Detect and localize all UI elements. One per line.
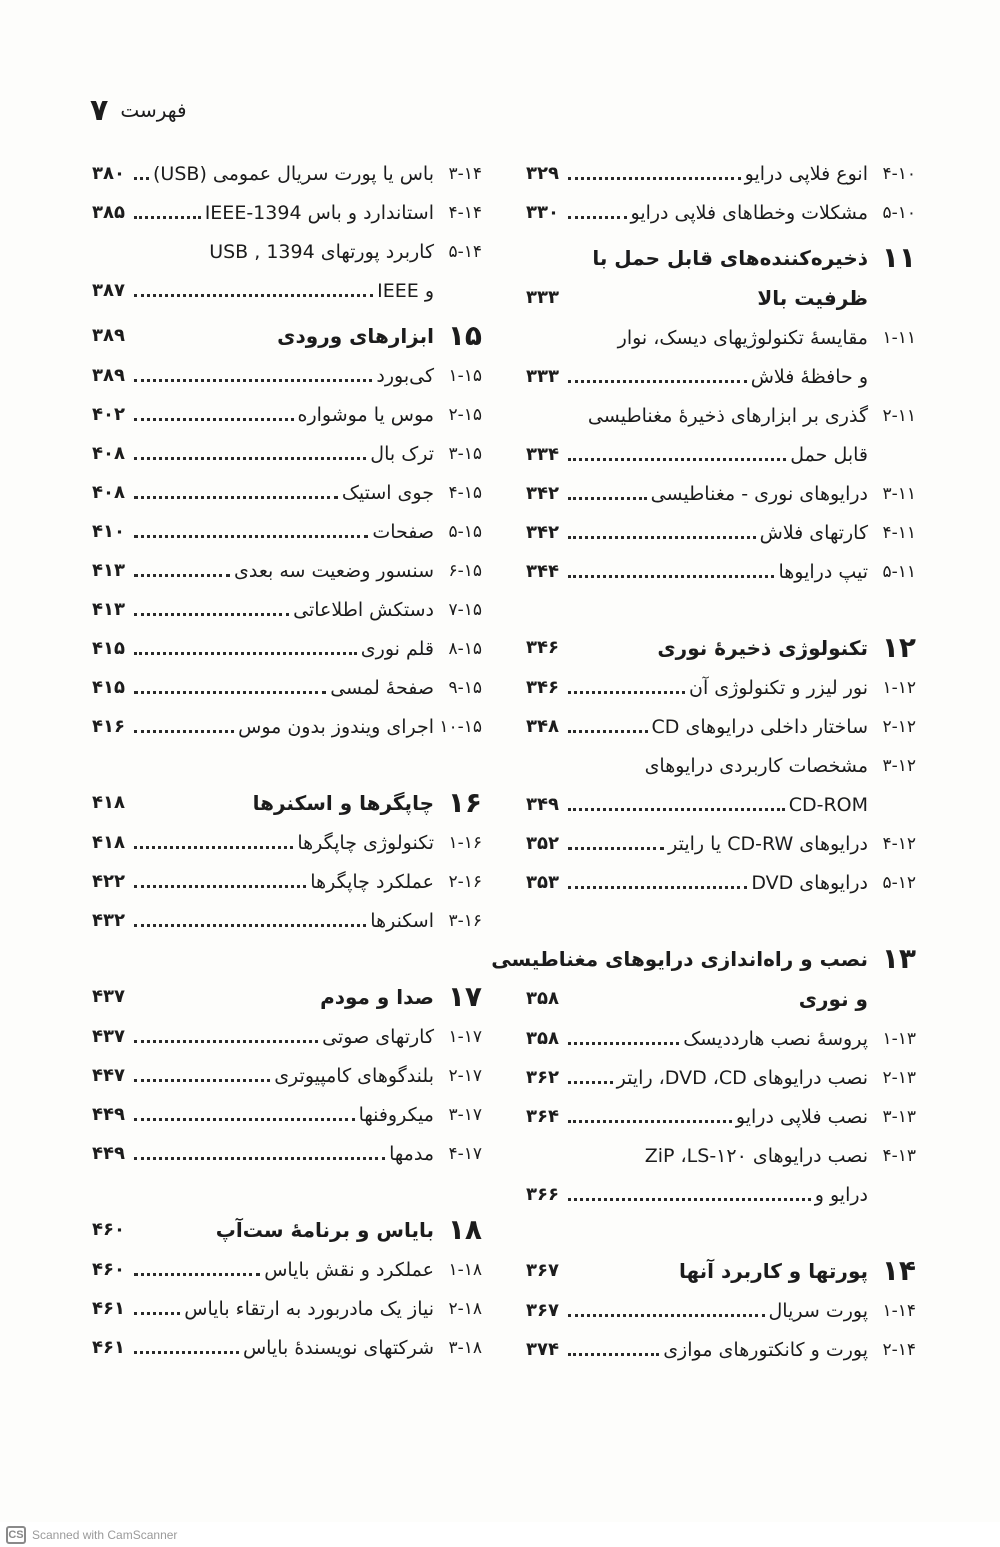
section-title: صفحهٔ لمسی (330, 676, 434, 699)
section-title: گذری بر ابزارهای ذخیرهٔ مغناطیسی (587, 404, 868, 427)
section-number: ۳-۱۶ (448, 910, 482, 931)
section-page-number: ۳۸۰ (92, 162, 125, 184)
section-number: ۱۰-۱۵ (439, 716, 482, 737)
section-page-number: ۴۱۳ (92, 598, 125, 620)
leader-dots (568, 487, 647, 500)
section-number: ۳-۱۷ (448, 1104, 482, 1125)
toc-entry (92, 512, 482, 551)
toc-entry (92, 901, 482, 940)
leader-dots (134, 914, 366, 927)
section-title: قلم نوری (360, 637, 434, 660)
section-title: نور لیزر و تکنولوژی آن (688, 676, 868, 699)
section-page-number: ۳۳۳ (526, 365, 559, 387)
section-page-number: ۳۶۶ (526, 1183, 559, 1205)
section-title: مشکلات وخطاهای فلاپی درایو (630, 201, 868, 224)
section-number: ۵-۱۱ (882, 561, 916, 582)
section-number: ۶-۱۵ (448, 560, 482, 581)
toc-entry (92, 668, 482, 707)
page-title: فهرست (120, 98, 187, 122)
chapter-page-number: ۳۶۷ (526, 1260, 559, 1281)
section-page-number: ۳۴۶ (526, 676, 559, 698)
section-number: ۴-۱۵ (448, 482, 482, 503)
section-title: تیپ درایوها (778, 560, 868, 583)
section-page-number: ۳۶۷ (526, 1299, 559, 1321)
leader-dots (134, 486, 338, 499)
leader-dots (568, 370, 747, 383)
chapter-title: چاپگرها و اسکنرها (252, 791, 434, 815)
section-gap (526, 902, 916, 939)
section-title: نصب فلاپی درایو (735, 1105, 868, 1128)
section-page-number: ۴۳۲ (92, 909, 125, 931)
chapter-number: ۱۷ (447, 980, 482, 1013)
section-number: ۳-۱۳ (882, 1106, 916, 1127)
leader-dots (134, 206, 201, 219)
scanner-watermark (0, 1522, 1000, 1547)
section-page-number: ۳۴۹ (526, 793, 559, 815)
toc-entry (92, 590, 482, 629)
leader-dots (568, 1151, 641, 1161)
section-title: مقایسهٔ تکنولوژیهای دیسک، نوار (617, 326, 868, 349)
chapter-title: تکنولوژی ذخیرهٔ نوری (657, 636, 868, 660)
section-title: پورت و کانکتورهای موازی (663, 1338, 868, 1361)
chapter-heading (526, 238, 916, 278)
section-number: ۱-۱۵ (448, 365, 482, 386)
section-title: انوع فلاپی درایو (744, 162, 868, 185)
leader-dots (134, 408, 294, 421)
leader-dots (568, 681, 685, 694)
leader-dots (134, 167, 149, 180)
section-title: کی‌بورد (376, 364, 434, 387)
chapter-number: ۱۱ (881, 241, 916, 274)
section-number: ۳-۱۲ (882, 755, 916, 776)
section-page-number: ۳۲۹ (526, 162, 559, 184)
toc-entry (526, 1136, 916, 1175)
section-title: قابل حمل (790, 443, 868, 466)
section-title: ترک بال (370, 442, 434, 465)
toc-entry (92, 356, 482, 395)
chapter-page-number: ۳۴۶ (526, 637, 559, 658)
leader-dots (134, 603, 289, 616)
section-title: مشخصات کاربردی درایوهای (644, 754, 868, 777)
chapter-title: بایاس و برنامهٔ ست‌آپ (215, 1218, 434, 1242)
toc-column-right (491, 154, 916, 1369)
toc-entry (526, 552, 916, 591)
section-page-number: ۴۶۰ (92, 1258, 125, 1280)
chapter-heading (92, 783, 482, 823)
toc-entry (92, 1250, 482, 1289)
toc-entry (92, 1289, 482, 1328)
chapter-title: پورتها و کاربرد آنها (678, 1259, 868, 1283)
leader-dots (568, 526, 756, 539)
toc-entry (526, 1019, 916, 1058)
leader-dots (134, 875, 306, 888)
section-title: مدمها (389, 1142, 434, 1165)
toc-entry (92, 1134, 482, 1173)
section-page-number: ۳۸۷ (92, 279, 125, 301)
section-title: CD-ROM (788, 793, 868, 816)
section-title: عملکرد چاپگرها (310, 870, 434, 893)
section-title: صفحات (372, 520, 434, 543)
chapter-heading (526, 278, 916, 318)
section-title: استاندارد و باس IEEE-1394 (204, 201, 434, 224)
toc-entry (92, 1056, 482, 1095)
section-number: ۱-۱۷ (448, 1026, 482, 1047)
section-gap (92, 940, 482, 977)
leader-dots (568, 720, 648, 733)
leader-dots (134, 1030, 318, 1043)
chapter-heading (526, 1251, 916, 1291)
leader-dots (134, 1069, 270, 1082)
chapter-page-number: ۴۱۸ (92, 792, 125, 813)
section-title: میکروفنها (358, 1103, 434, 1126)
chapter-number: ۱۴ (881, 1254, 916, 1287)
chapter-title: صدا و مودم (320, 985, 434, 1009)
section-title: شرکتهای نویسندهٔ بایاس (242, 1336, 434, 1359)
section-title: اسکنرها (370, 909, 434, 932)
section-page-number: ۴۱۰ (92, 520, 125, 542)
section-number: ۴-۱۱ (882, 522, 916, 543)
section-page-number: ۴۰۲ (92, 403, 125, 425)
toc-entry (92, 232, 482, 271)
toc-column-left (92, 154, 482, 1367)
leader-dots (568, 837, 664, 850)
section-number: ۴-۱۲ (882, 833, 916, 854)
chapter-heading (491, 939, 916, 979)
section-title: نیاز یک مادربورد به ارتقاء بایاس (184, 1297, 434, 1320)
section-gap (92, 746, 482, 783)
section-title: جوی استیک (341, 481, 434, 504)
section-title: و حافظهٔ فلاش (750, 365, 868, 388)
leader-dots (568, 206, 627, 219)
leader-dots (134, 1302, 180, 1315)
chapter-heading (526, 628, 916, 668)
chapter-number: ۱۳ (881, 942, 916, 975)
section-title: کاربرد پورتهای USB , 1394 (209, 240, 434, 263)
leader-dots (568, 876, 747, 889)
section-number: ۴-۱۳ (882, 1145, 916, 1166)
section-page-number: ۳۷۴ (526, 1338, 559, 1360)
toc-entry (526, 1291, 916, 1330)
section-number: ۳-۱۸ (448, 1337, 482, 1358)
section-title: موس یا موشواره (297, 403, 434, 426)
chapter-page-number: ۴۶۰ (92, 1219, 125, 1240)
section-number: ۲-۱۵ (448, 404, 482, 425)
chapter-heading (92, 977, 482, 1017)
section-title: کارتهای فلاش (759, 521, 868, 544)
leader-dots (134, 681, 326, 694)
section-title: نصب درایوهای DVD ،CD، رایتر (616, 1066, 868, 1089)
toc-entry (526, 513, 916, 552)
section-page-number: ۴۱۳ (92, 559, 125, 581)
leader-dots (568, 167, 741, 180)
section-page-number: ۳۵۲ (526, 832, 559, 854)
leader-dots (568, 1304, 765, 1317)
section-title: پروسهٔ نصب هارددیسک (683, 1027, 868, 1050)
leader-dots (134, 720, 234, 733)
toc-entry (92, 629, 482, 668)
chapter-page-number: ۳۳۳ (526, 287, 559, 308)
toc-entry (92, 434, 482, 473)
section-number: ۲-۱۴ (882, 1339, 916, 1360)
toc-entry (92, 862, 482, 901)
leader-dots (568, 1188, 811, 1201)
section-page-number: ۳۳۴ (526, 443, 559, 465)
section-number: ۲-۱۲ (882, 716, 916, 737)
section-title: پورت سریال (768, 1299, 868, 1322)
section-title: عملکرد و نقش بایاس (264, 1258, 434, 1281)
section-page-number: ۳۴۲ (526, 482, 559, 504)
section-title: درایوهای نوری - مغناطیسی (650, 482, 868, 505)
leader-dots (568, 761, 641, 771)
leader-dots (568, 1071, 613, 1084)
chapter-title: ظرفیت بالا (757, 286, 868, 310)
chapter-number: ۱۸ (447, 1213, 482, 1246)
section-page-number: ۳۴۸ (526, 715, 559, 737)
chapter-title: نصب و راه‌اندازی درایوهای مغناطیسی (491, 947, 868, 971)
chapter-page-number: ۳۵۸ (526, 988, 559, 1009)
chapter-heading (526, 979, 916, 1019)
section-number: ۳-۱۱ (882, 483, 916, 504)
toc-entry-continuation (526, 1175, 916, 1214)
section-page-number: ۴۰۸ (92, 442, 125, 464)
leader-dots (568, 448, 786, 461)
toc-entry (526, 746, 916, 785)
section-title: نصب درایوهای ۱۲۰-ZiP ،LS (644, 1144, 868, 1167)
page-number: ۷ (90, 92, 109, 128)
toc-entry-continuation (526, 357, 916, 396)
section-page-number: ۴۱۵ (92, 637, 125, 659)
toc-entry (526, 474, 916, 513)
section-gap (526, 591, 916, 628)
section-number: ۱-۱۶ (448, 832, 482, 853)
toc-entry (92, 551, 482, 590)
chapter-heading (92, 1210, 482, 1250)
toc-entry (92, 154, 482, 193)
chapter-number: ۱۲ (881, 631, 916, 664)
section-title: اجرای ویندوز بدون موس (238, 715, 434, 738)
toc-entry (526, 1097, 916, 1136)
section-number: ۸-۱۵ (448, 638, 482, 659)
leader-dots (134, 1341, 239, 1354)
toc-entry (92, 395, 482, 434)
toc-entry (92, 1328, 482, 1367)
leader-dots (568, 333, 614, 343)
section-title: کارتهای صوتی (322, 1025, 434, 1048)
section-number: ۲-۱۳ (882, 1067, 916, 1088)
chapter-title: ابزارهای ورودی (277, 324, 434, 348)
section-title: درایوهای CD-RW یا رایتر (668, 832, 868, 855)
section-title: تکنولوژی چاپگرها (297, 831, 434, 854)
leader-dots (134, 284, 373, 297)
chapter-number: ۱۶ (447, 786, 482, 819)
toc-entry (92, 193, 482, 232)
section-number: ۱-۱۴ (882, 1300, 916, 1321)
leader-dots (134, 247, 205, 257)
chapter-number: ۱۵ (447, 319, 482, 352)
leader-dots (134, 836, 293, 849)
leader-dots (568, 798, 785, 811)
section-number: ۳-۱۴ (448, 163, 482, 184)
section-number: ۲-۱۸ (448, 1298, 482, 1319)
toc-entry (92, 823, 482, 862)
chapter-page-number: ۴۳۷ (92, 986, 125, 1007)
section-page-number: ۳۸۵ (92, 201, 125, 223)
section-page-number: ۴۴۷ (92, 1064, 125, 1086)
section-gap (92, 1173, 482, 1210)
leader-dots (134, 1263, 260, 1276)
watermark-text: Scanned with CamScanner (32, 1527, 178, 1542)
section-page-number: ۳۶۲ (526, 1066, 559, 1088)
toc-entry-continuation (526, 785, 916, 824)
leader-dots (134, 369, 372, 382)
toc-entry-continuation (92, 271, 482, 310)
toc-entry (526, 396, 916, 435)
section-number: ۲-۱۶ (448, 871, 482, 892)
leader-dots (134, 447, 366, 460)
section-number: ۱-۱۳ (882, 1028, 916, 1049)
section-page-number: ۴۲۲ (92, 870, 125, 892)
section-page-number: ۴۱۶ (92, 715, 125, 737)
section-number: ۲-۱۷ (448, 1065, 482, 1086)
chapter-title: ذخیره‌کننده‌های قابل حمل با (592, 246, 868, 270)
section-title: درایوهای DVD (751, 871, 868, 894)
section-number: ۹-۱۵ (448, 677, 482, 698)
section-page-number: ۴۶۱ (92, 1297, 125, 1319)
section-page-number: ۴۴۹ (92, 1142, 125, 1164)
leader-dots (568, 565, 774, 578)
toc-entry-continuation (526, 435, 916, 474)
leader-dots (568, 1110, 732, 1123)
leader-dots (134, 642, 357, 655)
leader-dots (568, 1343, 659, 1356)
toc-entry (526, 707, 916, 746)
section-number: ۱-۱۲ (882, 677, 916, 698)
page-header (90, 92, 290, 128)
section-number: ۱-۱۸ (448, 1259, 482, 1280)
toc-entry (92, 1095, 482, 1134)
toc-entry (92, 707, 482, 746)
section-title: درایو و (814, 1183, 868, 1206)
section-page-number: ۳۴۴ (526, 560, 559, 582)
toc-entry (526, 154, 916, 193)
toc-entry (526, 863, 916, 902)
chapter-heading (92, 316, 482, 356)
section-title: باس یا پورت سریال عمومی (USB) (153, 162, 434, 185)
section-number: ۲-۱۱ (882, 405, 916, 426)
section-page-number: ۴۶۱ (92, 1336, 125, 1358)
toc-entry (526, 318, 916, 357)
section-gap (526, 1214, 916, 1251)
section-title: سنسور وضعیت سه بعدی (234, 559, 434, 582)
chapter-title: و نوری (798, 987, 868, 1011)
section-title: بلندگوهای کامپیوتری (274, 1064, 434, 1087)
leader-dots (568, 1032, 679, 1045)
section-page-number: ۳۶۴ (526, 1105, 559, 1127)
section-page-number: ۳۳۰ (526, 201, 559, 223)
toc-entry (526, 668, 916, 707)
section-title: ساختار داخلی درایوهای CD (651, 715, 868, 738)
leader-dots (134, 525, 368, 538)
toc-entry (92, 1017, 482, 1056)
leader-dots (134, 564, 230, 577)
section-number: ۷-۱۵ (448, 599, 482, 620)
chapter-page-number: ۳۸۹ (92, 325, 125, 346)
section-page-number: ۴۴۹ (92, 1103, 125, 1125)
toc-entry (526, 1058, 916, 1097)
section-number: ۵-۱۴ (448, 241, 482, 262)
section-number: ۳-۱۵ (448, 443, 482, 464)
section-number: ۵-۱۲ (882, 872, 916, 893)
section-number: ۵-۱۰ (882, 202, 916, 223)
leader-dots (134, 1108, 355, 1121)
leader-dots (568, 411, 584, 421)
section-number: ۴-۱۷ (448, 1143, 482, 1164)
section-page-number: ۴۳۷ (92, 1025, 125, 1047)
toc-entry (526, 1330, 916, 1369)
section-number: ۴-۱۴ (448, 202, 482, 223)
section-number: ۱-۱۱ (882, 327, 916, 348)
section-page-number: ۴۱۵ (92, 676, 125, 698)
section-number: ۵-۱۵ (448, 521, 482, 542)
camscanner-icon: CS (6, 1526, 26, 1544)
section-page-number: ۴۰۸ (92, 481, 125, 503)
toc-entry (526, 193, 916, 232)
section-title: دستکش اطلاعاتی (293, 598, 434, 621)
section-page-number: ۴۱۸ (92, 831, 125, 853)
section-title: و IEEE (377, 279, 434, 302)
section-page-number: ۳۵۸ (526, 1027, 559, 1049)
toc-entry (92, 473, 482, 512)
section-page-number: ۳۵۳ (526, 871, 559, 893)
toc-entry (526, 824, 916, 863)
section-page-number: ۳۴۲ (526, 521, 559, 543)
section-number: ۴-۱۰ (882, 163, 916, 184)
section-page-number: ۳۸۹ (92, 364, 125, 386)
leader-dots (134, 1147, 385, 1160)
